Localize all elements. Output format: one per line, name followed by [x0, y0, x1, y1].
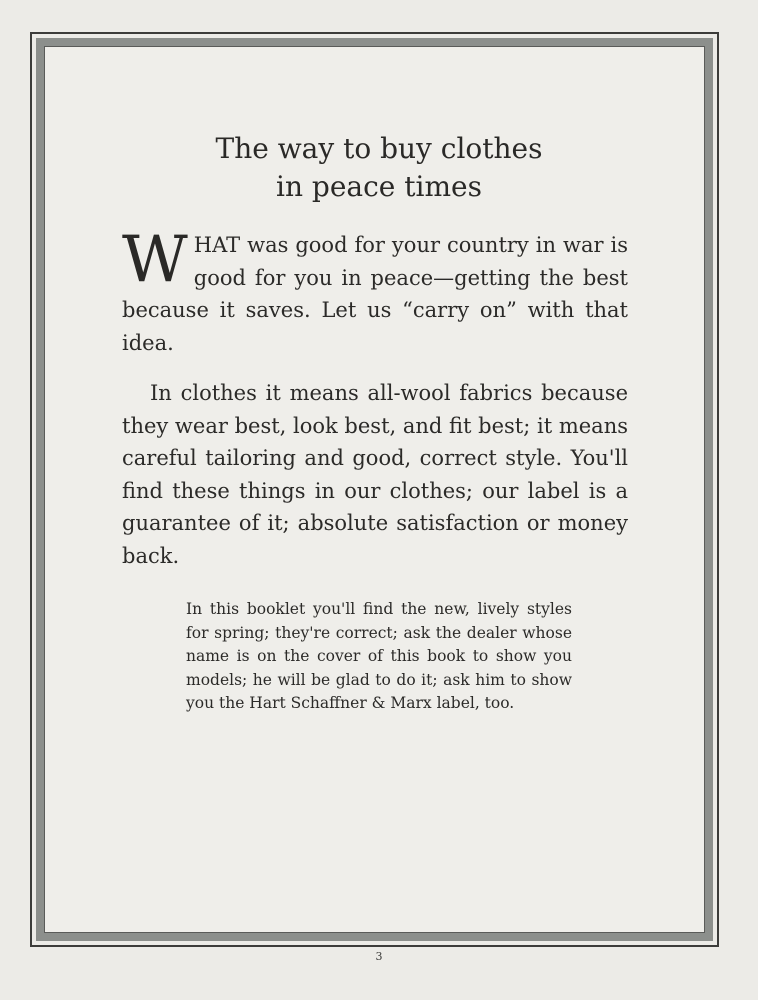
page-title — [120, 130, 638, 206]
booklet-note: In this booklet you'll find the new, lively styles for spring; they're correct; ask the dealer whose name is on the cover of this book to show you models; he will be glad to do it; ask him to show you the Hart Schaffner & Marx label, too. — [186, 600, 572, 712]
title-line-1: The way to buy clothes — [215, 132, 543, 165]
drop-cap: W — [122, 223, 188, 297]
page-number: 3 — [375, 950, 383, 963]
clothes-paragraph: In clothes it means all-wool fabrics because they wear best, look best, and fit best; it means careful tailoring and good, correct style. You'll find these things in our clothes; our label is a guarantee of it; absolute satisfaction or money back. — [122, 381, 628, 568]
intro-paragraph — [122, 223, 628, 359]
title-line-2: in peace times — [276, 170, 482, 203]
intro-paragraph-text: HAT was good for your country in war is good for you in peace—getting the best because it saves. Let us “carry on” with that idea. — [122, 233, 628, 355]
